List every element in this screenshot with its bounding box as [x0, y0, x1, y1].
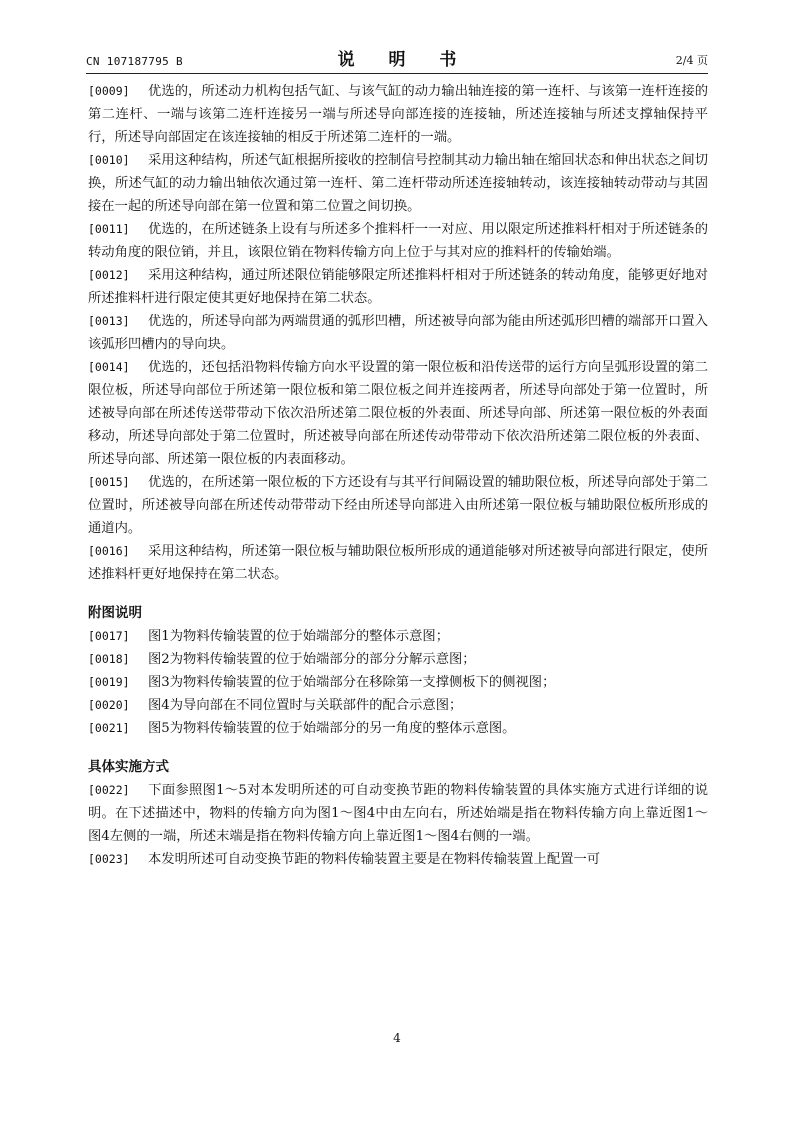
- paragraph-group-embodiment: [88, 779, 708, 871]
- paragraph-number: [0013]: [88, 314, 130, 328]
- document-body: [88, 80, 708, 871]
- paragraph-number: [0023]: [88, 852, 130, 866]
- paragraph-number: [0012]: [88, 268, 130, 282]
- paragraph-text: 图3为物料传输装置的位于始端部分在移除第一支撑侧板下的侧视图；: [148, 675, 556, 690]
- document-title: 说 明 书: [337, 50, 471, 70]
- section-heading-embodiment: 具体实施方式: [88, 759, 169, 775]
- paragraph: [88, 671, 708, 694]
- paragraph-text: 图1为物料传输装置的位于始端部分的整体示意图；: [148, 629, 449, 644]
- paragraph-text: 优选的，在所述链条上设有与所述多个推料杆一一对应、用以限定所述推料杆相对于所述链条的转动角度的限位销，并且，该限位销在物料传输方向上位于与其对应的推料杆的传输始端。: [88, 222, 708, 260]
- paragraph-text: 采用这种结构，通过所述限位销能够限定所述推料杆相对于所述链条的转动角度，能够更好地对所述推料杆进行限定使其更好地保持在第二状态。: [88, 268, 708, 306]
- paragraph: [88, 625, 708, 648]
- paragraph-number: [0009]: [88, 84, 130, 98]
- paragraph-text: 图5为物料传输装置的位于始端部分的另一角度的整体示意图。: [148, 721, 516, 736]
- paragraph-number: [0022]: [88, 783, 130, 797]
- paragraph-text: 优选的，还包括沿物料传输方向水平设置的第一限位板和沿传送带的运行方向呈弧形设置的第二限位板，所述导向部位于所述第一限位板和第二限位板之间并连接两者，所述导向部处于第一位置时，所述被导向部在所述传送带带动下依次沿所述第二限位板的外表面、所述导向部、所述第一限位板的外表面移动，所述导向部处于第二位置时，所述被导向部在所述传动带带动下依次沿所述第二限位板的外表面、所述导向部、所述第一限位板的内表面移动。: [88, 360, 708, 467]
- paragraph-number: [0015]: [88, 475, 130, 489]
- paragraph-number: [0016]: [88, 544, 130, 558]
- paragraph-text: 图4为导向部在不同位置时与关联部件的配合示意图；: [148, 698, 463, 713]
- page-indicator: 2/4 页: [675, 54, 708, 67]
- paragraph: [88, 471, 708, 540]
- paragraph-number: [0020]: [88, 698, 130, 712]
- paragraph-number: [0014]: [88, 360, 130, 374]
- paragraph: [88, 356, 708, 471]
- paragraph: [88, 80, 708, 149]
- paragraph-text: 采用这种结构，所述气缸根据所接收的控制信号控制其动力输出轴在缩回状态和伸出状态之间切换，所述气缸的动力输出轴依次通过第一连杆、第二连杆带动所述连接轴转动，该连接轴转动带动与其固接在一起的所述导向部在第一位置和第二位置之间切换。: [88, 153, 708, 214]
- paragraph: [88, 264, 708, 310]
- paragraph-number: [0018]: [88, 652, 130, 666]
- section-heading-figures: 附图说明: [88, 605, 142, 621]
- paragraph: [88, 717, 708, 740]
- page-header: [86, 44, 708, 72]
- paragraph: [88, 848, 708, 871]
- paragraph: [88, 218, 708, 264]
- paragraph-text: 优选的，所述动力机构包括气缸、与该气缸的动力输出轴连接的第一连杆、与该第一连杆连接的第二连杆、一端与该第二连杆连接另一端与所述导向部连接的连接轴，所述连接轴与所述支撑轴保持平行，所述导向部固定在该连接轴的相反于所述第二连杆的一端。: [88, 84, 708, 145]
- header-rule: [86, 73, 708, 74]
- paragraph-text: 图2为物料传输装置的位于始端部分的部分分解示意图；: [148, 652, 476, 667]
- paragraph-number: [0019]: [88, 675, 130, 689]
- paragraph: [88, 694, 708, 717]
- paragraph-group-summary: [88, 80, 708, 586]
- paragraph-text: 本发明所述可自动变换节距的物料传输装置主要是在物料传输装置上配置一可: [148, 852, 601, 867]
- paragraph-text: 优选的，在所述第一限位板的下方还设有与其平行间隔设置的辅助限位板，所述导向部处于第二位置时，所述被导向部在所述传动带带动下经由所述导向部进入由所述第一限位板与辅助限位板所形成的通道内。: [88, 475, 708, 536]
- paragraph-number: [0010]: [88, 153, 130, 167]
- page-footer-number: 4: [393, 1031, 401, 1045]
- paragraph: [88, 310, 708, 356]
- paragraph-text: 优选的，所述导向部为两端贯通的弧形凹槽，所述被导向部为能由所述弧形凹槽的端部开口置入该弧形凹槽内的导向块。: [88, 314, 708, 352]
- paragraph-number: [0011]: [88, 222, 130, 236]
- paragraph-group-figures: [88, 625, 708, 740]
- paragraph-number: [0021]: [88, 721, 130, 735]
- patent-number: CN 107187795 B: [86, 55, 183, 68]
- paragraph: [88, 540, 708, 586]
- paragraph: [88, 149, 708, 218]
- paragraph-text: 下面参照图1～5对本发明所述的可自动变换节距的物料传输装置的具体实施方式进行详细的说明。在下述描述中，物料的传输方向为图1～图4中由左向右，所述始端是指在物料传输方向上靠近图1～图4左侧的一端，所述末端是指在物料传输方向上靠近图1～图4右侧的一端。: [88, 783, 708, 844]
- paragraph-number: [0017]: [88, 629, 130, 643]
- paragraph: [88, 779, 708, 848]
- paragraph-text: 采用这种结构，所述第一限位板与辅助限位板所形成的通道能够对所述被导向部进行限定，使所述推料杆更好地保持在第二状态。: [88, 544, 708, 582]
- paragraph: [88, 648, 708, 671]
